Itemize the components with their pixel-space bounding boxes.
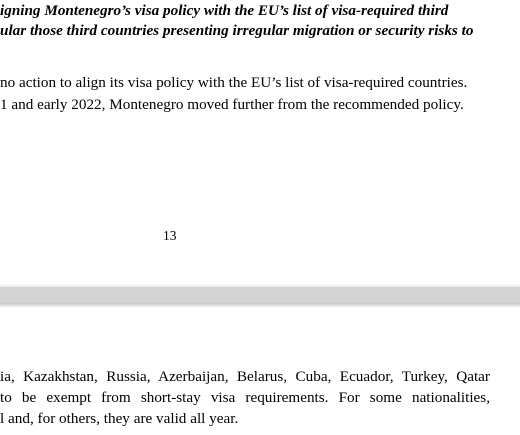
recommendation-heading-line-2: ular those third countries presenting irregular migration or security risks to: [0, 22, 474, 39]
paragraph-line-2: 1 and early 2022, Montenegro moved further from the recommended policy.: [0, 96, 464, 113]
page-number: 13: [163, 228, 177, 243]
paragraph-line-4: to be exempt from short-stay visa requirements. For some nationalities,: [0, 389, 490, 406]
paragraph-line-1: no action to align its visa policy with the EU’s list of visa-required countries.: [0, 74, 468, 91]
document-page-lower: [0, 303, 520, 435]
page-separator: [0, 287, 520, 303]
recommendation-heading-line-1: igning Montenegro’s visa policy with the EU’s list of visa-required third: [0, 2, 449, 19]
page-shadow-bottom: [0, 303, 520, 308]
paragraph-line-3: ia, Kazakhstan, Russia, Azerbaijan, Belarus, Cuba, Ecuador, Turkey, Qatar: [0, 368, 490, 385]
paragraph-line-5: l and, for others, they are valid all year.: [0, 410, 239, 427]
